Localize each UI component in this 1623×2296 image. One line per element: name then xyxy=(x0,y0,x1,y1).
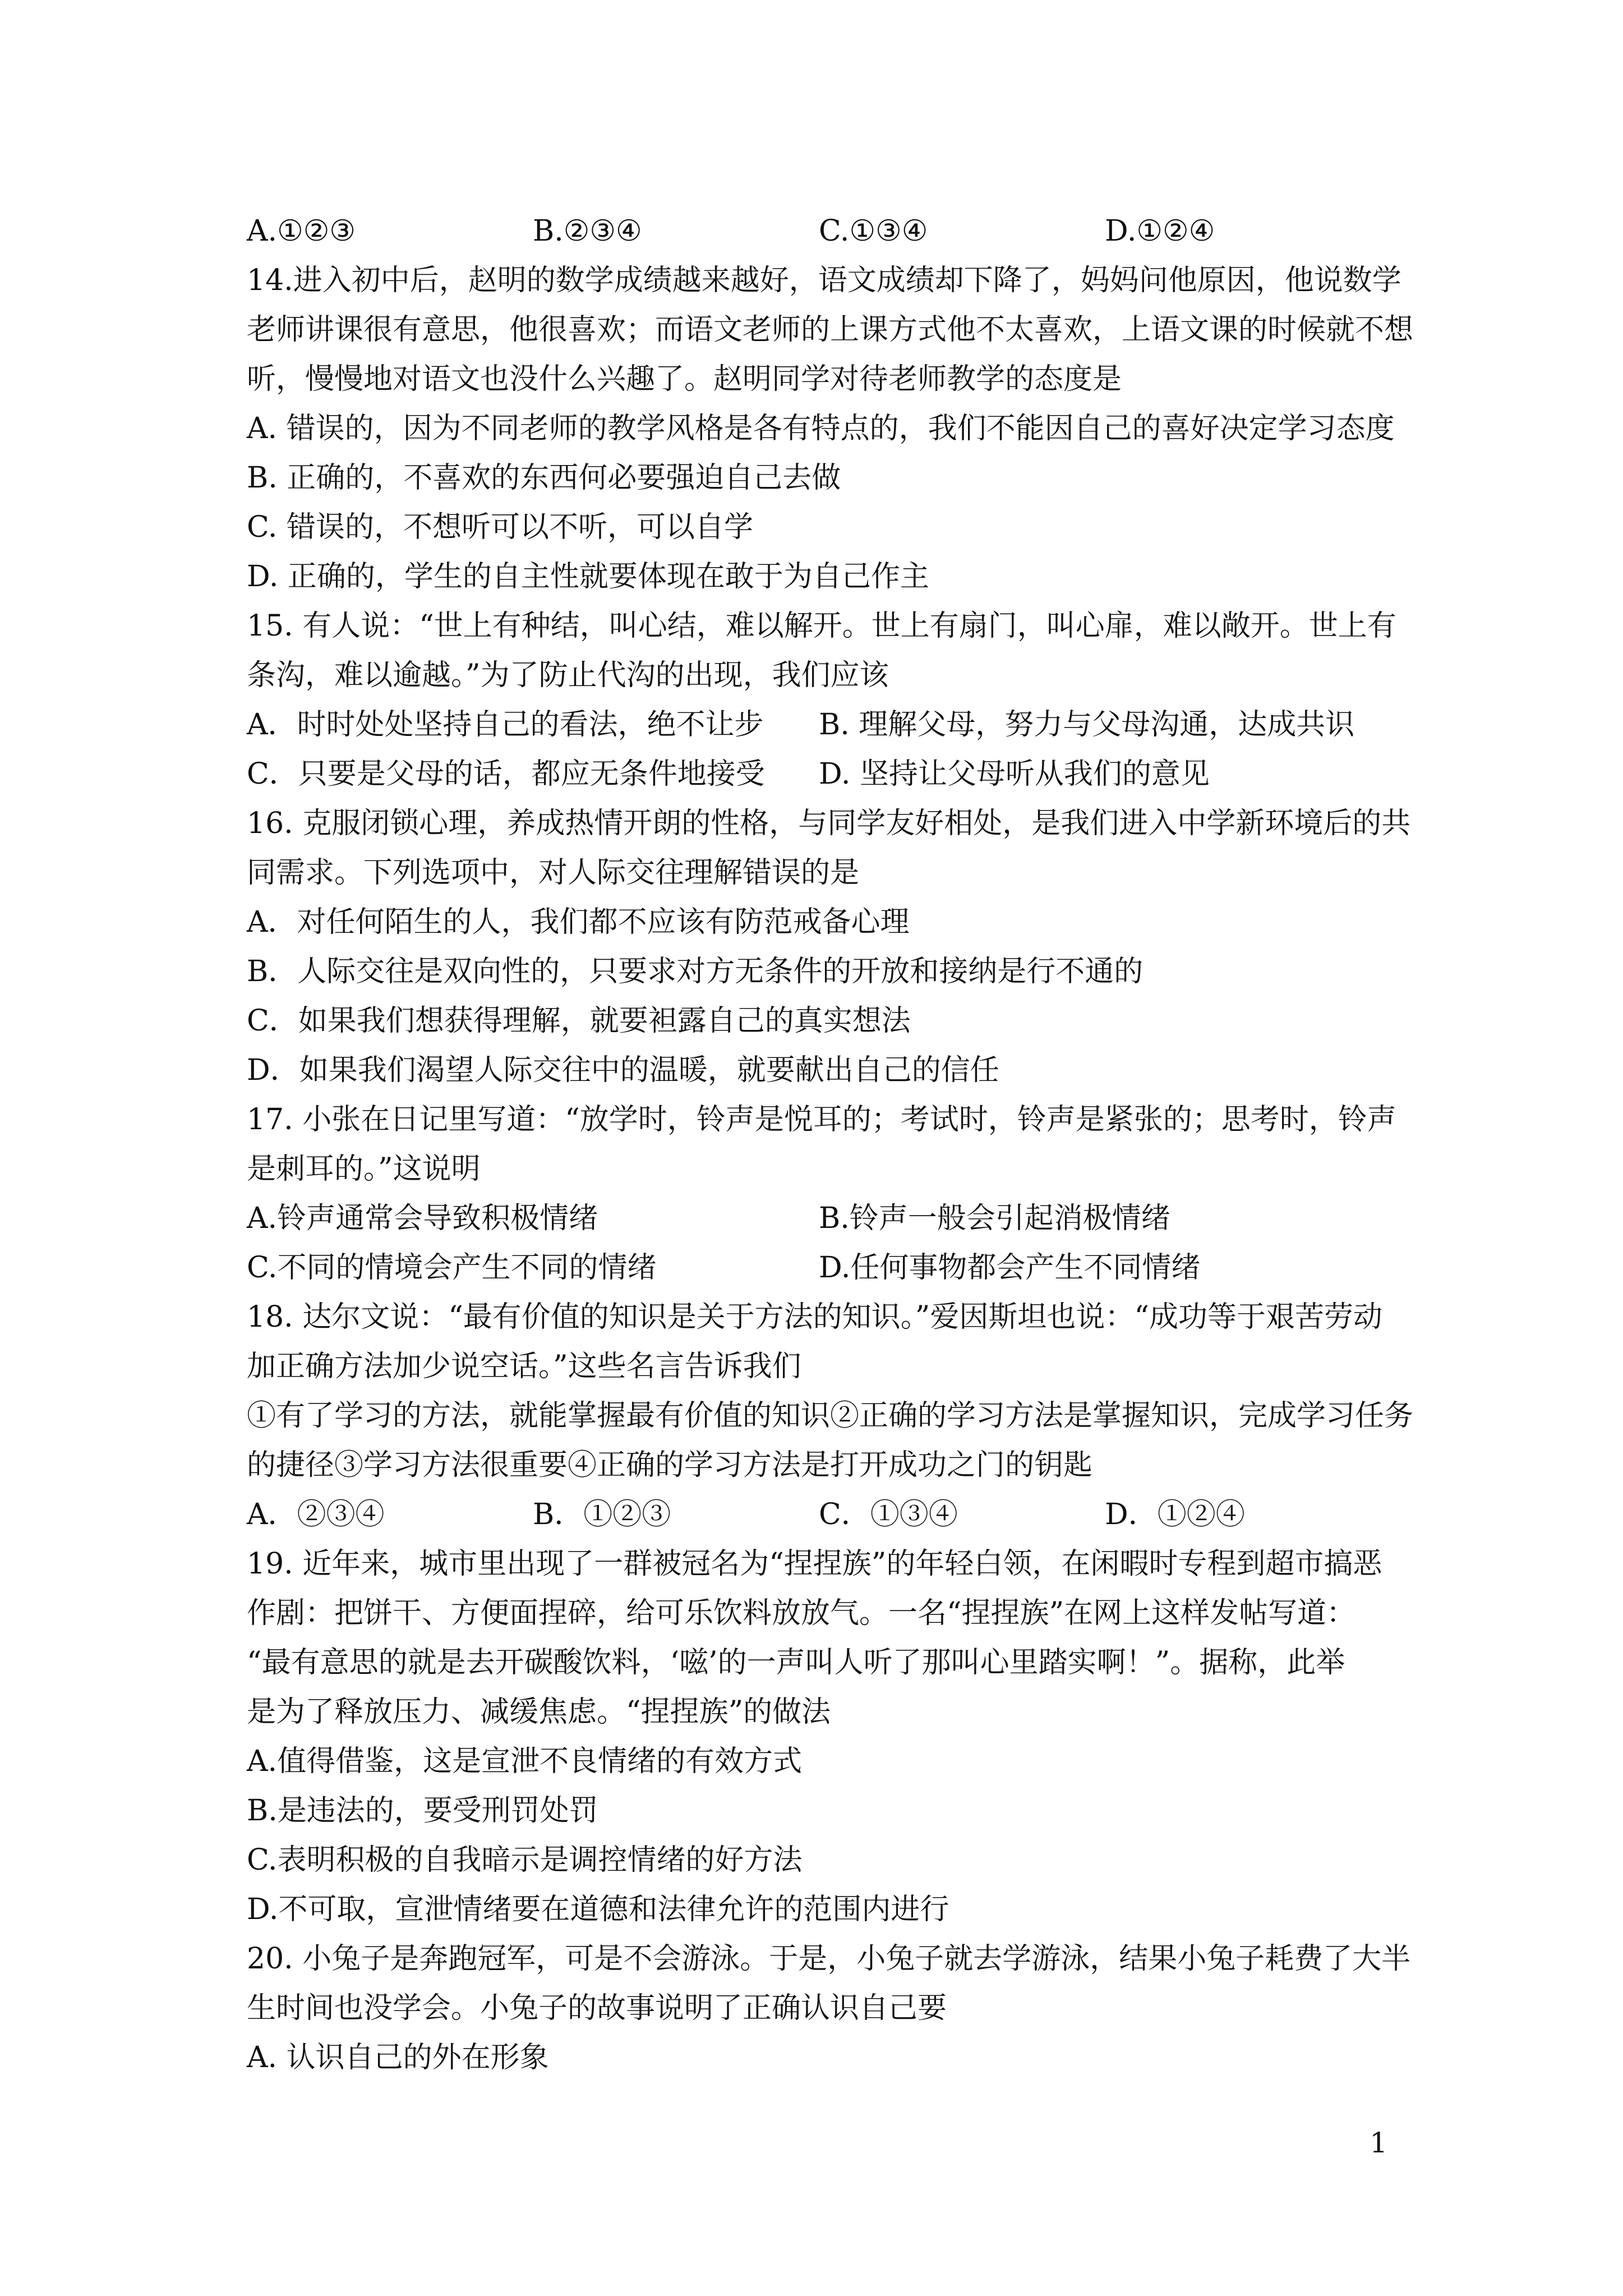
q14-option-a: A. 错误的，因为不同老师的教学风格是各有特点的，我们不能因自己的喜好决定学习态度 xyxy=(247,412,1395,445)
q19-stem-line: “最有意思的就是去开碳酸饮料，‘嗞’的一声叫人听了那叫心里踏实啊！”。据称，此举 xyxy=(247,1646,1345,1680)
q19-option-b: B.是违法的，要受刑罚处罚 xyxy=(247,1794,598,1828)
q14-stem-line: 老师讲课很有意思，他很喜欢；而语文老师的上课方式他不太喜欢，上语文课的时候就不想 xyxy=(247,313,1414,347)
option-b: B.②③④ xyxy=(533,214,642,248)
q20-option-a: A. 认识自己的外在形象 xyxy=(247,2041,549,2074)
q17-option-d: D.任何事物都会产生不同情绪 xyxy=(819,1251,1201,1285)
q18-options-row xyxy=(247,1490,1391,1539)
q17-options-row xyxy=(247,1243,1391,1292)
q16-option-c: C．如果我们想获得理解，就要袒露自己的真实想法 xyxy=(247,1004,911,1038)
q18-option-b: B．①②③ xyxy=(533,1498,671,1531)
q17-option-b: B.铃声一般会引起消极情绪 xyxy=(819,1202,1170,1235)
q15-options-row xyxy=(247,700,1391,749)
q14-stem-line: 14.进入初中后，赵明的数学成绩越来越好，语文成绩却下降了，妈妈问他原因，他说数学 xyxy=(247,264,1401,297)
q19-stem-line: 是为了释放压力、减缓焦虑。“捏捏族”的做法 xyxy=(247,1695,831,1729)
option-d: D.①②④ xyxy=(1105,214,1215,248)
q18-stem-line: 加正确方法加少说空话。”这些名言告诉我们 xyxy=(247,1350,801,1383)
q14-option-d: D. 正确的，学生的自主性就要体现在敢于为自己作主 xyxy=(247,560,929,593)
exam-content xyxy=(247,206,1414,2082)
q15-option-a: A．时时处处坚持自己的看法，绝不让步 xyxy=(247,708,764,742)
option-a: A.①②③ xyxy=(247,214,356,248)
q17-options-row xyxy=(247,1194,1391,1243)
q19-option-c: C.表明积极的自我暗示是调控情绪的好方法 xyxy=(247,1843,803,1877)
q16-stem-line: 同需求。下列选项中，对人际交往理解错误的是 xyxy=(247,856,860,890)
q19-stem-line: 作剧：把饼干、方便面捏碎，给可乐饮料放放气。一名“捏捏族”在网上这样发帖写道： xyxy=(247,1596,1356,1630)
q18-stem-line: 18. 达尔文说：“最有价值的知识是关于方法的知识。”爱因斯坦也说：“成功等于艰苦劳动 xyxy=(247,1300,1382,1334)
q15-option-c: C．只要是父母的话，都应无条件地接受 xyxy=(247,757,765,791)
q14-option-b: B. 正确的，不喜欢的东西何必要强迫自己去做 xyxy=(247,461,841,495)
q15-option-b: B. 理解父母，努力与父母沟通，达成共识 xyxy=(819,708,1355,742)
q20-stem-line: 20. 小兔子是奔跑冠军，可是不会游泳。于是，小兔子就去学游泳，结果小兔子耗费了大半 xyxy=(247,1942,1411,1976)
q20-stem-line: 生时间也没学会。小兔子的故事说明了正确认识自己要 xyxy=(247,1991,947,2025)
page-number: 1 xyxy=(1370,2127,1387,2159)
q19-stem-line: 19. 近年来，城市里出现了一群被冠名为“捏捏族”的年轻白领，在闲暇时专程到超市搞恶 xyxy=(247,1547,1382,1581)
q18-statements-line: ①有了学习的方法，就能掌握最有价值的知识②正确的学习方法是掌握知识，完成学习任务 xyxy=(247,1399,1414,1433)
q17-option-a: A.铃声通常会导致积极情绪 xyxy=(247,1202,598,1235)
q16-stem-line: 16. 克服闭锁心理，养成热情开朗的性格，与同学友好相处，是我们进入中学新环境后的共 xyxy=(247,807,1411,840)
q14-option-c: C. 错误的，不想听可以不听，可以自学 xyxy=(247,510,753,544)
q18-option-a: A．②③④ xyxy=(247,1498,385,1531)
q17-stem-line: 17. 小张在日记里写道：“放学时，铃声是悦耳的；考试时，铃声是紧张的；思考时，铃声 xyxy=(247,1103,1396,1137)
q15-stem-line: 15. 有人说：“世上有种结，叫心结，难以解开。世上有扇门，叫心扉，难以敞开。世上有 xyxy=(247,609,1396,643)
q15-option-d: D. 坚持让父母听从我们的意见 xyxy=(819,757,1210,791)
q18-statements-line: 的捷径③学习方法很重要④正确的学习方法是打开成功之门的钥匙 xyxy=(247,1448,1093,1482)
q15-options-row xyxy=(247,749,1391,799)
q19-option-a: A.值得借鉴，这是宣泄不良情绪的有效方式 xyxy=(247,1745,803,1778)
q18-option-d: D．①②④ xyxy=(1105,1498,1245,1531)
q13-options xyxy=(247,206,1391,256)
q17-option-c: C.不同的情境会产生不同的情绪 xyxy=(247,1251,657,1285)
q19-option-d: D.不可取，宣泄情绪要在道德和法律允许的范围内进行 xyxy=(247,1893,949,1926)
q16-option-a: A．对任何陌生的人，我们都不应该有防范戒备心理 xyxy=(247,905,910,939)
q15-stem-line: 条沟，难以逾越。”为了防止代沟的出现，我们应该 xyxy=(247,659,889,692)
option-c: C.①③④ xyxy=(819,214,928,248)
q18-option-c: C．①③④ xyxy=(819,1498,958,1531)
q16-option-d: D．如果我们渴望人际交往中的温暖，就要献出自己的信任 xyxy=(247,1053,999,1087)
q16-option-b: B．人际交往是双向性的，只要求对方无条件的开放和接纳是行不通的 xyxy=(247,955,1144,988)
q17-stem-line: 是刺耳的。”这说明 xyxy=(247,1152,481,1186)
q14-stem-line: 听，慢慢地对语文也没什么兴趣了。赵明同学对待老师教学的态度是 xyxy=(247,362,1122,396)
